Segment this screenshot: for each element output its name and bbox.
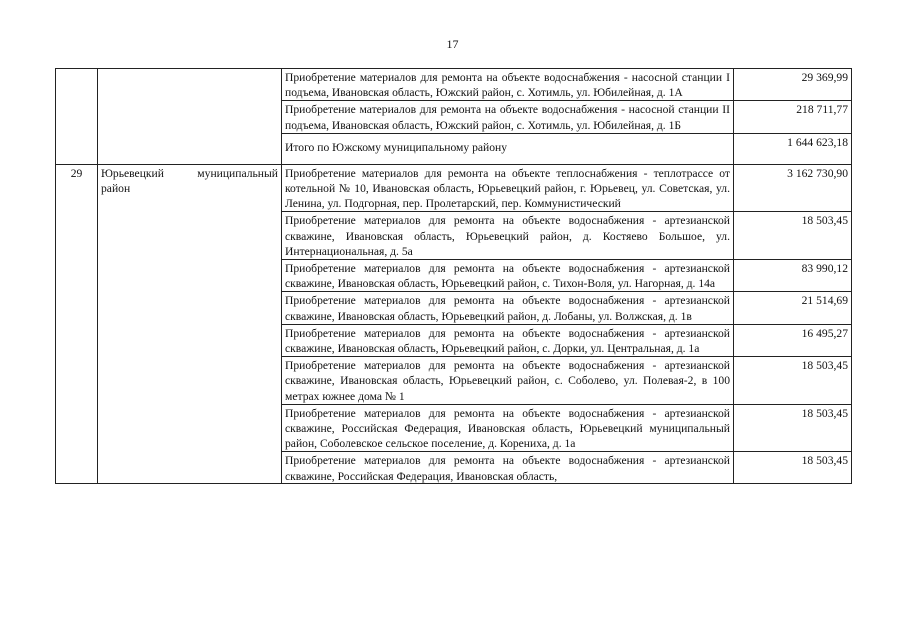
description-cell: Приобретение материалов для ремонта на объекте водоснабжения - артезианской скважине, Ивановская область, Юрьевецкий район, с. Соболево, ул. Полевая-2, в 100 метрах южнее дома № 1 [282,357,734,405]
municipality-cell [98,69,282,165]
description-cell: Приобретение материалов для ремонта на объекте водоснабжения - артезианской скважине, Ивановская область, Юрьевецкий район, д. Лобаны, ул. Волжская, д. 1в [282,292,734,324]
amount-cell: 18 503,45 [734,452,852,484]
page-number: 17 [446,37,459,51]
funding-table [55,68,852,484]
subtotal-amount: 1 644 623,18 [734,133,852,164]
amount-cell: 21 514,69 [734,292,852,324]
row-number: 29 [56,164,98,484]
table-row [56,69,852,101]
municipality-name: Юрьевецкий муниципальный район [98,164,282,484]
description-cell [282,452,734,484]
table-row [56,164,852,212]
description-cell: Приобретение материалов для ремонта на объекте водоснабжения - артезианской скважине, Ивановская область, Юрьевецкий район, д. Костяево Большое, ул. Интернациональная, д. 5а [282,212,734,260]
description-cell: Приобретение материалов для ремонта на объекте водоснабжения - артезианской скважине, Российская Федерация, Ивановская область, Юрьевецкий муниципальный район, Соболевское сельское поселение, д. Корениха, д. 1а [282,404,734,452]
amount-cell: 16 495,27 [734,324,852,356]
amount-cell: 18 503,45 [734,212,852,260]
description-cell: Приобретение материалов для ремонта на объекте водоснабжения - насосной станции I подъема, Ивановская область, Южский район, с. Хотимль, ул. Юбилейная, д. 1А [282,69,734,101]
description-text: Приобретение материалов для ремонта на объекте водоснабжения - артезианской скважине, Российская Федерация, Ивановская область, [285,454,730,483]
description-cell: Приобретение материалов для ремонта на объекте водоснабжения - артезианской скважине, Ивановская область, Юрьевецкий район, с. Тихон-Воля, ул. Нагорная, д. 14а [282,260,734,292]
amount-cell: 18 503,45 [734,357,852,405]
amount-cell: 83 990,12 [734,260,852,292]
amount-cell: 218 711,77 [734,101,852,133]
description-cell: Приобретение материалов для ремонта на объекте теплоснабжения - теплотрассе от котельной № 10, Ивановская область, Юрьевецкий район, г. Юрьевец, ул. Советская, ул. Ленина, ул. Подгорная, пер. Пролетарский, пер. Коммунистический [282,164,734,212]
description-cell: Приобретение материалов для ремонта на объекте водоснабжения - насосной станции II подъема, Ивановская область, Южский район, с. Хотимль, ул. Юбилейная, д. 1Б [282,101,734,133]
amount-cell: 18 503,45 [734,404,852,452]
amount-cell: 29 369,99 [734,69,852,101]
description-cell: Приобретение материалов для ремонта на объекте водоснабжения - артезианской скважине, Ивановская область, Юрьевецкий район, с. Дорки, ул. Центральная, д. 1а [282,324,734,356]
subtotal-label: Итого по Южскому муниципальному району [282,133,734,164]
row-number-cell [56,69,98,165]
amount-cell: 3 162 730,90 [734,164,852,212]
